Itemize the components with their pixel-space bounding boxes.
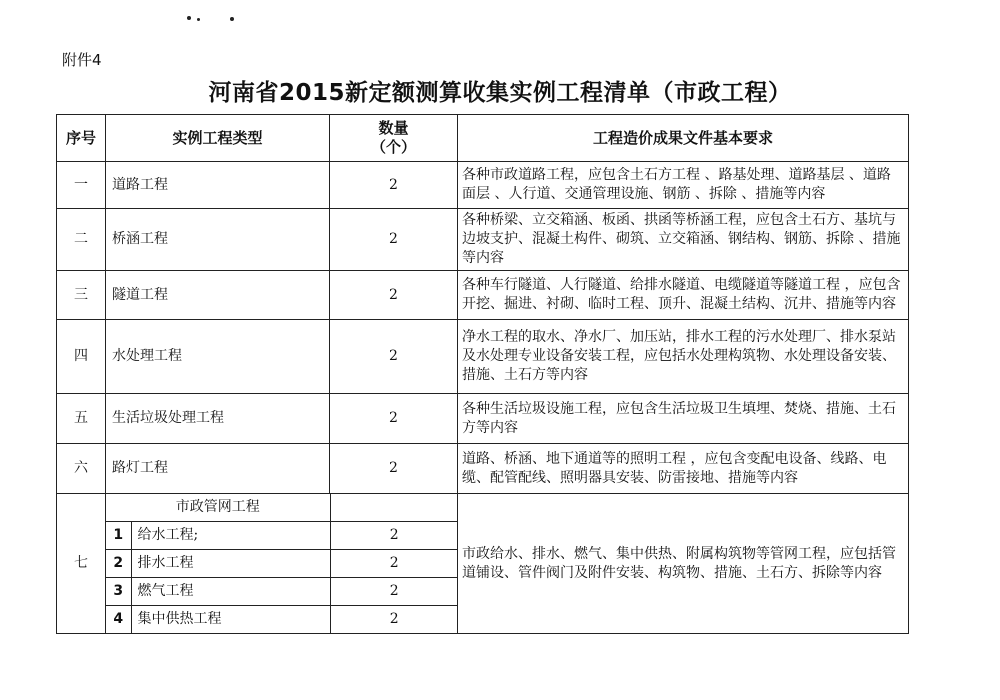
sub-item-count: 2	[330, 606, 458, 634]
row-requirements: 各种桥梁、立交箱涵、板函、拱函等桥涵工程，应包含土石方、基坑与边坡支护、混凝土构件、砌筑、立交箱涵、钢结构、钢筋、拆除 、措施等内容	[458, 209, 909, 271]
list-item	[106, 606, 458, 634]
list-item	[106, 578, 458, 606]
row-count: 2	[330, 320, 458, 394]
row-seq: 一	[57, 162, 106, 209]
sub-item-index: 4	[106, 606, 131, 634]
row-seq: 四	[57, 320, 106, 394]
sub-item-name: 给水工程;	[131, 522, 330, 550]
sub-item-index: 2	[106, 550, 131, 578]
row-requirements: 净水工程的取水、净水厂、加压站，排水工程的污水处理厂、排水泵站及水处理专业设备安装工程，应包括水处理构筑物、水处理设备安装、措施、土石方等内容	[458, 320, 909, 394]
table-row	[57, 444, 909, 494]
row-requirements: 市政给水、排水、燃气、集中供热、附属构筑物等管网工程，应包括管道铺设、管件阀门及附件安装、构筑物、措施、土石方、拆除等内容	[458, 494, 909, 634]
pipe-network-subtable-cell	[106, 494, 458, 634]
sub-item-count: 2	[330, 578, 458, 606]
table-row	[57, 162, 909, 209]
row-count: 2	[330, 444, 458, 494]
pipe-network-subheading-count	[330, 494, 458, 522]
row-type: 桥涵工程	[106, 209, 330, 271]
row-count: 2	[330, 162, 458, 209]
header-quantity-line1: 数量	[378, 119, 409, 137]
row-type: 路灯工程	[106, 444, 330, 494]
scan-marks	[175, 14, 255, 24]
row-seq: 二	[57, 209, 106, 271]
sub-item-name: 排水工程	[131, 550, 330, 578]
list-item	[106, 522, 458, 550]
table-row	[57, 209, 909, 271]
table-header-row	[57, 115, 909, 162]
table-row	[57, 320, 909, 394]
pipe-network-subheading: 市政管网工程	[106, 494, 330, 522]
row-count: 2	[330, 271, 458, 320]
row-type: 生活垃圾处理工程	[106, 394, 330, 444]
sub-item-count: 2	[330, 522, 458, 550]
row-requirements: 各种车行隧道、人行隧道、给排水隧道、电缆隧道等隧道工程 ，应包含开挖、掘进、衬砌、临时工程、顶升、混凝土结构、沉井、措施等内容	[458, 271, 909, 320]
table-row	[57, 271, 909, 320]
header-type: 实例工程类型	[106, 115, 330, 162]
row-requirements: 道路、桥涵、地下通道等的照明工程 ，应包含变配电设备、线路、电缆、配管配线、照明器具安装、防雷接地、措施等内容	[458, 444, 909, 494]
header-requirements: 工程造价成果文件基本要求	[458, 115, 909, 162]
table-row	[57, 394, 909, 444]
row-requirements: 各种生活垃圾设施工程，应包含生活垃圾卫生填埋、焚烧、措施、土石方等内容	[458, 394, 909, 444]
row-count: 2	[330, 209, 458, 271]
document-title: 河南省2015新定额测算收集实例工程清单（市政工程）	[208, 80, 792, 106]
sub-item-name: 集中供热工程	[131, 606, 330, 634]
sub-item-index: 1	[106, 522, 131, 550]
header-quantity	[330, 115, 458, 162]
header-seq: 序号	[57, 115, 106, 162]
sub-item-count: 2	[330, 550, 458, 578]
header-quantity-line2: （个）	[370, 138, 416, 156]
row-type: 隧道工程	[106, 271, 330, 320]
row-seq: 三	[57, 271, 106, 320]
row-requirements: 各种市政道路工程，应包含土石方工程 、路基处理、道路基层 、道路面层 、人行道、交通管理设施、钢筋 、拆除 、措施等内容	[458, 162, 909, 209]
row-count: 2	[330, 394, 458, 444]
table-row-pipe-network	[57, 494, 909, 634]
row-seq: 六	[57, 444, 106, 494]
list-item	[106, 550, 458, 578]
row-type: 水处理工程	[106, 320, 330, 394]
row-type: 道路工程	[106, 162, 330, 209]
attachment-label: 附件4	[62, 51, 102, 69]
row-seq: 五	[57, 394, 106, 444]
sub-item-name: 燃气工程	[131, 578, 330, 606]
project-list-table	[56, 114, 909, 634]
row-seq: 七	[57, 494, 106, 634]
pipe-network-subtable	[106, 494, 458, 633]
sub-item-index: 3	[106, 578, 131, 606]
